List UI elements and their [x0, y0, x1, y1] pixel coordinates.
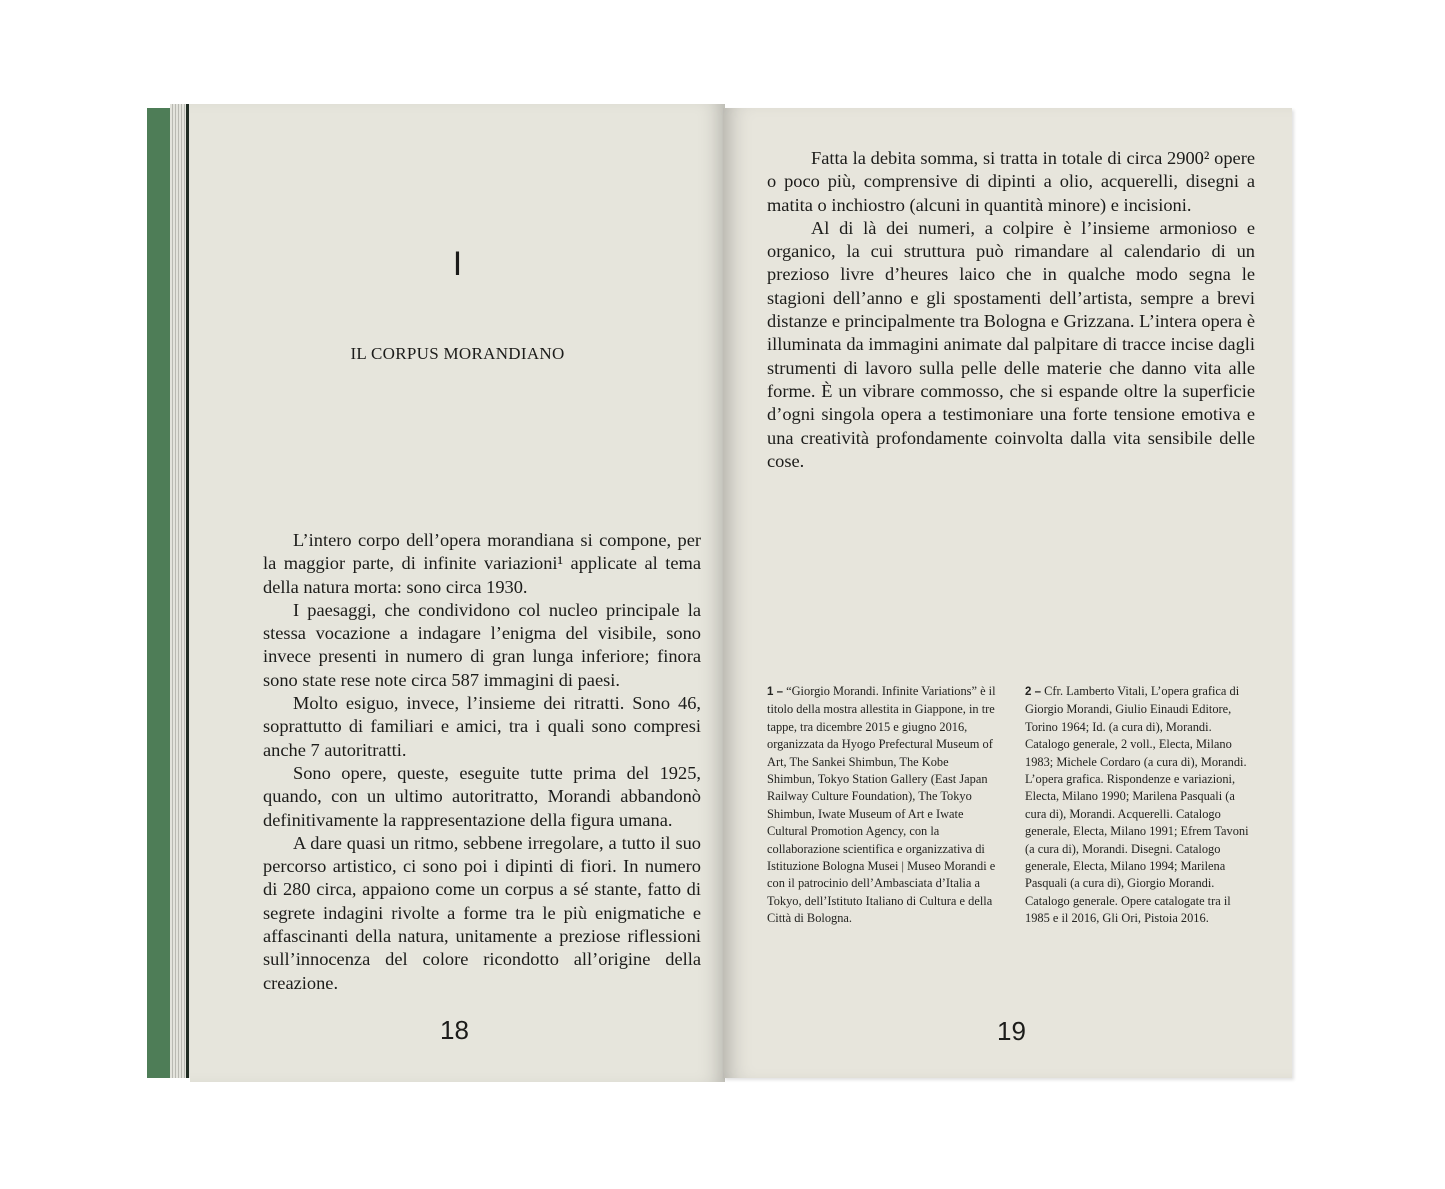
left-page: [190, 104, 725, 1082]
spine-line: [186, 104, 189, 1078]
left-body-text: [263, 529, 701, 995]
paragraph: A dare quasi un ritmo, sebbene irregolare, a tutto il suo percorso artistico, ci sono poi i dipinti di fiori. In numero di 280 circa, appaiono come un corpus a sé stante, fatto di segrete indagini rivolte a forme tra le più enigmatiche e affascinanti della natura, unitamente a preziose riflessioni sull’innocenza del colore ricondotto all’origine della creazione.: [263, 832, 701, 993]
page-number: 19: [997, 1016, 1026, 1046]
paragraph: Fatta la debita somma, si tratta in totale di circa 2900² opere o poco più, comprensive di dipinti a olio, acquerelli, disegni a matita o inchiostro (alcuni in quantità minore) e incisioni.: [767, 148, 1255, 215]
right-page: [723, 108, 1292, 1078]
paragraph: I paesaggi, che condividono col nucleo principale la stessa vocazione a indagare l’enigma del visibile, sono invece presenti in numero di gran lunga inferiore; finora sono state rese note circa 587 immagini di paesi.: [263, 599, 701, 690]
footnote-text: Cfr. Lamberto Vitali, L’opera grafica di Giorgio Morandi, Giulio Einaudi Editore, Torino 1964; Id. (a cura di), Morandi. Catalogo generale, 2 voll., Electa, Milano 1983; Michele Cordaro (a cura di), Morandi. L’opera grafica. Rispondenze e variazioni, Electa, Milano 1990; Marilena Pasquali (a cura di), Morandi. Acquerelli. Catalogo generale, Electa, Milano 1991; Efrem Tavoni (a cura di), Morandi. Disegni. Catalogo generale, Electa, Milano 1994; Marilena Pasquali (a cura di), Giorgio Morandi. Catalogo generale. Opere catalogate tra il 1985 e il 2016, Gli Ori, Pistoia 2016.: [1025, 684, 1249, 926]
right-body-text: [767, 147, 1255, 473]
paragraph: Al di là dei numeri, a colpire è l’insieme armonioso e organico, la cui struttura può rimandare al calendario di un prezioso livre d’heures laico che in qualche modo segna le stagioni dell’anno e gli spostamenti dell’artista, sempre a brevi distanze e principalmente tra Bologna e Grizzana. L’intera opera è illuminata da immagini animate dal palpitare di tracce incise dagli strumenti di lavoro sulla pelle delle materie che danno vita alle forme. È un vibrare commosso, che si espande oltre la superficie d’ogni singola opera a testimoniare una forte tensione emotiva e una creatività profondamente coinvolta dalla vita sensibile delle cose.: [767, 217, 1255, 471]
page-number: 18: [440, 1015, 469, 1045]
footnote-text: “Giorgio Morandi. Infinite Variations” è il titolo della mostra allestita in Giappone, in tre tappe, tra dicembre 2015 e giugno 2016, organizzata da Hyogo Prefectural Museum of Art, The Sankei Shimbun, The Kobe Shimbun, Tokyo Station Gallery (East Japan Railway Culture Foundation), The Tokyo Shimbun, Iwate Museum of Art e Iwate Cultural Promotion Agency, con la collaborazione scientifica e organizzativa di Istituzione Bologna Musei | Museo Morandi e con il patrocinio dell’Ambasciata d’Italia a Tokyo, dell’Istituto Italiano di Cultura e della Città di Bologna.: [767, 684, 996, 926]
footnote-2: [1025, 683, 1257, 928]
paragraph: Molto esiguo, invece, l’insieme dei ritratti. Sono 46, soprattutto di familiari e amici, tra i quali sono compresi anche 7 autoritratti.: [263, 693, 701, 760]
footnote-number: 1 –: [767, 686, 783, 698]
paragraph: Sono opere, queste, eseguite tutte prima del 1925, quando, con un ultimo autoritratto, Morandi abbandonò definitivamente la rappresentazione della figura umana.: [263, 762, 701, 830]
footnote-number: 2 –: [1025, 686, 1041, 698]
paragraph: L’intero corpo dell’opera morandiana si compone, per la maggior parte, di infinite variazioni¹ applicate al tema della natura morta: sono circa 1930.: [263, 530, 701, 597]
chapter-numeral: I: [452, 245, 463, 283]
footnote-1: [767, 683, 999, 928]
chapter-title: IL CORPUS MORANDIANO: [350, 344, 565, 363]
